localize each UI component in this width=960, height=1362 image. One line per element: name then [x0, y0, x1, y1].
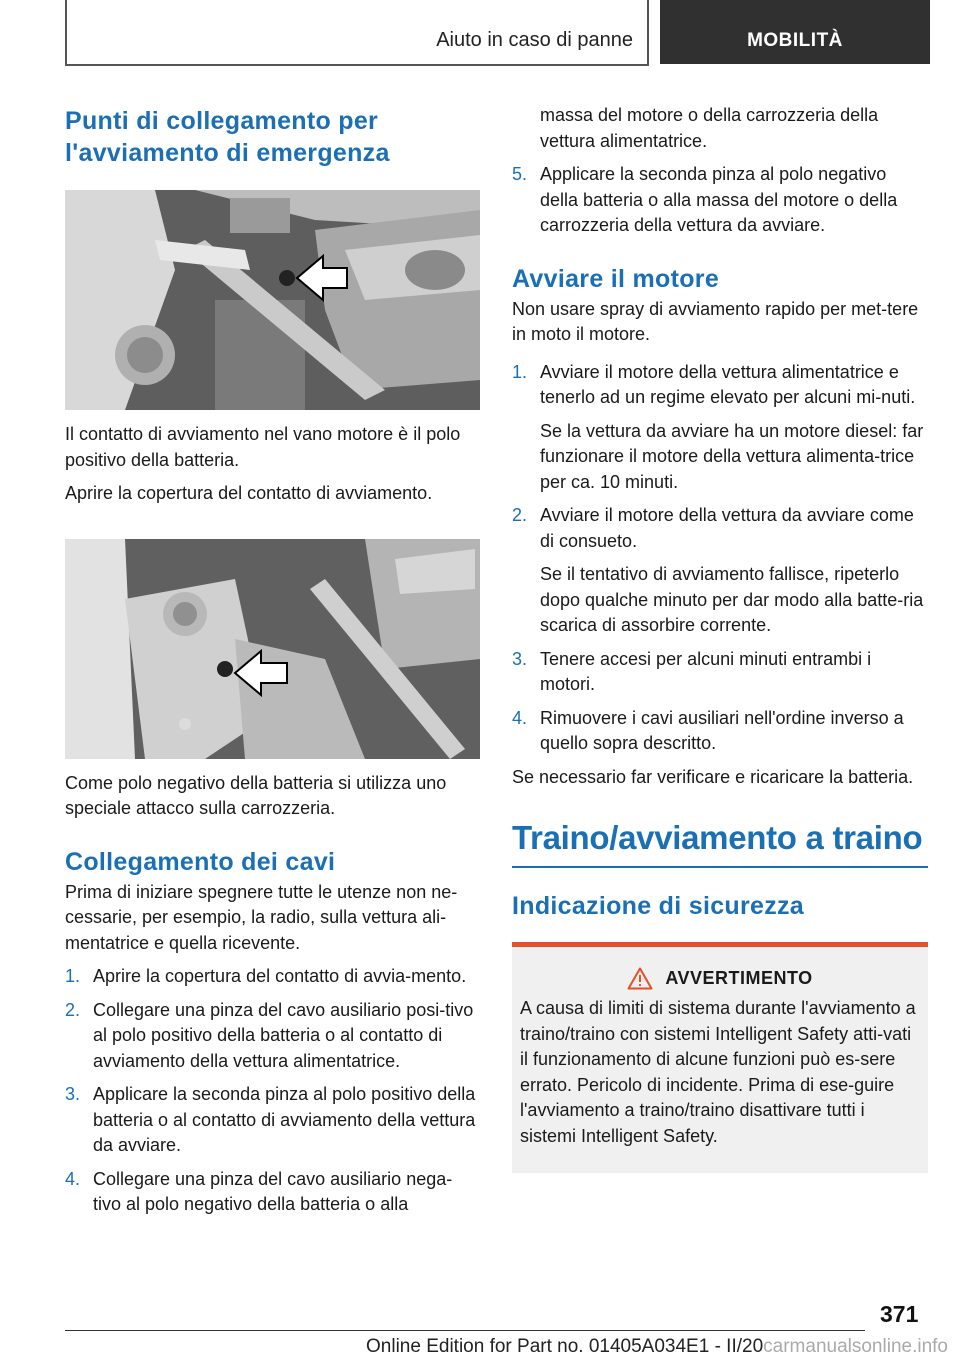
right-column: [512, 103, 928, 1173]
connection-steps-list: [65, 964, 480, 1218]
warning-text: A causa di limiti di sistema durante l'avviamento a traino/traino con sistemi Intelligent Safety atti-vati il funzionamento di alcune funzioni può es-sere errato. Pericolo di incidente. Prima di ese-guire l'avviamento a traino/traino disattivare tutti i sistemi Intelligent Safety.: [520, 998, 916, 1146]
list-item: [512, 706, 928, 757]
connection-steps-continued: [512, 103, 928, 239]
header-section-box: [65, 0, 649, 66]
step-text: Avviare il motore della vettura alimentatrice e tenerlo ad un regime elevato per alcuni mi-nuti.: [540, 361, 916, 407]
step-number: 3.: [65, 1084, 81, 1104]
engine-bay-photo-negative: [65, 539, 480, 759]
step-number: 3.: [512, 648, 528, 669]
section-title: Traino/avviamento a traino: [512, 819, 923, 856]
list-item: [65, 1167, 480, 1218]
text-negative-pole: Come polo negativo della batteria si utilizza uno speciale attacco sulla carrozzeria.: [65, 772, 447, 818]
step-number: 4.: [65, 1168, 81, 1189]
step-number: 2.: [512, 505, 528, 525]
warning-label: AVVERTIMENTO: [665, 968, 813, 988]
step-text: Avviare il motore della vettura da avviare come di consueto.: [540, 505, 914, 551]
header-chapter-tab: MOBILITÀ: [660, 0, 930, 64]
footer-divider: [65, 1330, 865, 1331]
step-text: Applicare la seconda pinza al polo positivo della batteria o al contatto di avviamento della vettura da avviare.: [93, 1084, 476, 1155]
warning-box: [512, 942, 928, 1173]
step-number: 1.: [65, 966, 81, 986]
text-before-start: Prima di iniziare spegnere tutte le utenze non ne-cessarie, per esempio, la radio, sulla vettura ali-mentatrice e quella ricevente.: [65, 881, 458, 953]
heading-line-1: Punti di collegamento per: [65, 107, 379, 135]
heading-cable-connection: Collegamento dei cavi: [65, 847, 336, 876]
big-title-towing: [512, 818, 928, 868]
step-text: Collegare una pinza del cavo ausiliario nega-tivo al polo negativo della batteria o alla: [93, 1168, 453, 1214]
list-item: [65, 998, 480, 1075]
step-number: 2.: [65, 999, 81, 1020]
heading-start-engine: Avviare il motore: [512, 264, 720, 293]
list-item: [65, 1082, 480, 1159]
step-text: Aprire la copertura del contatto di avvia-mento.: [93, 966, 467, 986]
warning-header: [520, 967, 920, 990]
list-item: [512, 360, 928, 496]
heading-safety-notice: Indicazione di sicurezza: [512, 892, 805, 920]
list-item: [512, 503, 928, 639]
step-text: Tenere accesi per alcuni minuti entrambi i motori.: [540, 648, 872, 694]
header-section-title: Aiuto in caso di panne: [436, 29, 633, 51]
list-item: [512, 647, 928, 698]
step-text: Rimuovere i cavi ausiliari nell'ordine inverso a quello sopra descritto.: [540, 707, 904, 753]
text-no-spray: Non usare spray di avviamento rapido per met-tere in moto il motore.: [512, 298, 919, 344]
warning-triangle-icon: [627, 967, 653, 990]
step-text: massa del motore o della carrozzeria della vettura alimentatrice.: [540, 105, 879, 151]
text-positive-pole: Il contatto di avviamento nel vano motore è il polo positivo della batteria.: [65, 424, 461, 470]
heading-line-2: l'avviamento di emergenza: [65, 139, 390, 167]
list-item: [512, 162, 928, 239]
edition-text: Online Edition for Part no. 01405A034E1 - II/20: [366, 1336, 764, 1357]
footer-edition: [0, 1336, 960, 1358]
list-item: [512, 103, 928, 154]
step-subtext: Se il tentativo di avviamento fallisce, ripeterlo dopo qualche minuto per dar modo alla batte-ria scarica di assorbire corrente.: [540, 564, 924, 635]
text-open-cover: Aprire la copertura del contatto di avviamento.: [65, 483, 433, 503]
list-item: [65, 964, 480, 990]
start-engine-steps-list: [512, 360, 928, 757]
step-text: Collegare una pinza del cavo ausiliario posi-tivo al polo positivo della batteria o al contatto di avviamento della vettura alimentatrice.: [93, 999, 474, 1071]
title-divider: [512, 866, 928, 868]
left-column: [65, 105, 480, 1218]
step-number: 4.: [512, 707, 528, 728]
text-battery-check: Se necessario far verificare e ricaricare la batteria.: [512, 766, 914, 787]
engine-bay-photo-positive: [65, 190, 480, 410]
step-subtext: Se la vettura da avviare ha un motore diesel: far funzionare il motore della vettura alimenta-trice per ca. 10 minuti.: [540, 420, 924, 492]
step-number: 5.: [512, 164, 528, 184]
step-number: 1.: [512, 361, 528, 382]
page-number: 371: [880, 1301, 919, 1327]
heading-jump-start-points: [65, 105, 480, 169]
step-text: Applicare la seconda pinza al polo negativo della batteria o alla massa del motore o della carrozzeria della vettura da avviare.: [540, 164, 898, 235]
watermark-text: carmanualsonline.info: [763, 1336, 948, 1357]
